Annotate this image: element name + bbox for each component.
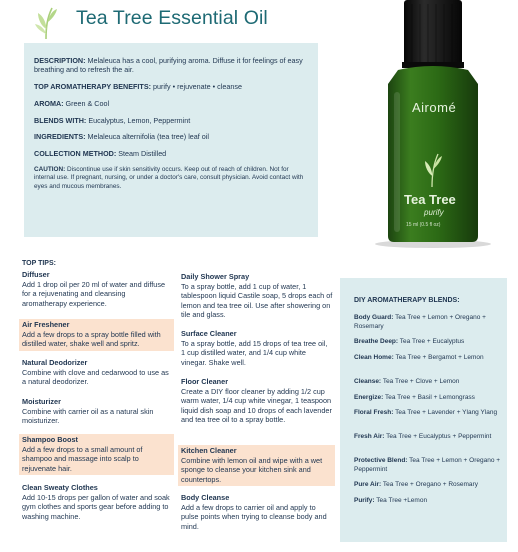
bottle-subtitle: purify: [424, 208, 444, 217]
tip-text: Combine with carrier oil as a natural skin moisturizer.: [22, 406, 154, 426]
blend-item: [354, 457, 502, 474]
benefits-line: [34, 82, 308, 91]
bottle-brand: Airomé: [412, 100, 457, 115]
blend-name: Body Guard:: [354, 314, 394, 321]
tip-text: Combine with lemon oil and wipe with a wet sponge to cleanse your kitchen sink and countertops.: [181, 455, 323, 484]
ingredients-label: INGREDIENTS:: [34, 132, 86, 142]
tip-title: Air Freshener: [22, 320, 70, 329]
tip-text: Add 1 drop oil per 20 ml of water and diffuse for a rejuvenating and cleansing aromatherapy experience.: [22, 279, 166, 308]
blend-item: [354, 481, 502, 490]
tip-text: Create a DIY floor cleaner by adding 1/2 cup warm water, 1/4 cup white vinegar, 1 teaspoon liquid dish soap and 10 drops of each lavender and tea tree oil to a spray bottle.: [181, 386, 332, 425]
blends-with-label: BLENDS WITH:: [34, 115, 87, 125]
caution-label: CAUTION:: [34, 166, 66, 174]
product-info-panel: [24, 43, 318, 237]
description-line: [34, 56, 308, 75]
page-title: Tea Tree Essential Oil: [76, 7, 268, 29]
benefits-label: TOP AROMATHERAPY BENEFITS:: [34, 82, 152, 92]
blend-item: [354, 497, 502, 506]
blend-name: Protective Blend:: [354, 457, 408, 464]
tip-shampoo-boost: [19, 434, 174, 475]
caution-line: [34, 166, 308, 191]
tip-moisturizer: [22, 397, 174, 426]
blend-name: Breathe Deep:: [354, 338, 399, 345]
blend-name: Purify:: [354, 497, 375, 504]
blends-with-text: Eucalyptus, Lemon, Peppermint: [88, 115, 191, 125]
aroma-text: Green & Cool: [65, 98, 110, 108]
tip-title: Daily Shower Spray: [181, 272, 250, 281]
tip-title: Natural Deodorizer: [22, 358, 88, 367]
blend-name: Energize:: [354, 394, 384, 401]
blend-recipe: Tea Tree + Lemon + Oregano + Rosemary: [354, 314, 486, 330]
caution-text: Discontinue use if skin sensitivity occurs. Keep out of reach of children. Not for internal use. If pregnant, nursing, or under a doctor's care, consult physician. Avoid contact with eyes and mucous membranes.: [34, 166, 304, 190]
collection-line: [34, 149, 308, 158]
blend-item: [354, 394, 502, 403]
tip-title: Clean Sweaty Clothes: [22, 483, 98, 492]
tip-title: Kitchen Cleaner: [181, 446, 237, 455]
diy-blends-heading: DIY AROMATHERAPY BLENDS:: [354, 297, 460, 304]
blend-name: Clean Home:: [354, 354, 394, 361]
blend-recipe: Tea Tree + Oregano + Rosemary: [382, 481, 478, 488]
tip-air-freshener: [19, 319, 174, 351]
benefits-text: purify • rejuvenate • cleanse: [153, 82, 242, 92]
blend-recipe: Tea Tree + Eucalyptus + Peppermint: [386, 433, 492, 440]
tip-floor-cleaner: [181, 377, 333, 425]
description-label: DESCRIPTION:: [34, 56, 86, 65]
tip-body-cleanse: [181, 493, 333, 531]
blend-item: [354, 433, 502, 442]
blend-recipe: Tea Tree + Basil + Lemongrass: [384, 394, 475, 401]
collection-label: COLLECTION METHOD:: [34, 149, 117, 159]
tip-text: Add a few drops to carrier oil and apply to pulse points when trying to cleanse body and mind.: [181, 502, 327, 531]
aroma-label: AROMA:: [34, 98, 64, 108]
collection-text: Steam Distilled: [118, 149, 167, 159]
tip-text: Add a few drops to a spray bottle filled with distilled water, shake well and spritz.: [22, 329, 161, 349]
blend-item: [354, 378, 502, 387]
blends-with-line: [34, 116, 308, 125]
blend-recipe: Tea Tree + Bergamot + Lemon: [395, 354, 484, 361]
tip-title: Surface Cleaner: [181, 329, 237, 338]
diy-blends-panel: [340, 278, 507, 542]
tip-daily-shower-spray: [181, 272, 333, 320]
tip-surface-cleaner: [181, 329, 333, 367]
aroma-line: [34, 99, 308, 108]
blend-name: Cleanse:: [354, 378, 382, 385]
tip-text: To a spray bottle, add 1 cup of water, 1 tablespoon liquid Castile soap, 5 drops each of lemon and tea tree oil. Use after showering on tile and glass.: [181, 281, 333, 320]
tip-text: Add a few drops to a small amount of shampoo and massage into scalp to rejuvenate hair.: [22, 444, 143, 473]
bottle-volume: 15 ml (0.5 fl oz): [406, 222, 441, 228]
tip-diffuser: [22, 270, 172, 308]
tip-title: Diffuser: [22, 270, 50, 279]
ingredients-line: [34, 132, 308, 141]
blend-item: [354, 338, 502, 347]
top-tips-heading: TOP TIPS:: [22, 260, 56, 267]
blend-item: [354, 314, 502, 331]
tip-title: Moisturizer: [22, 397, 61, 406]
blend-name: Fresh Air:: [354, 433, 385, 440]
blend-recipe: Tea Tree +Lemon: [376, 497, 428, 504]
tip-kitchen-cleaner: [178, 445, 335, 486]
tip-text: Combine with clove and cedarwood to use as a natural deodorizer.: [22, 367, 169, 387]
blend-recipe: Tea Tree + Eucalyptus: [399, 338, 465, 345]
tip-title: Body Cleanse: [181, 493, 230, 502]
tip-natural-deodorizer: [22, 358, 174, 387]
blend-item: [354, 409, 502, 418]
ingredients-text: Melaleuca alternifolia (tea tree) leaf oil: [87, 132, 209, 142]
tip-title: Floor Cleaner: [181, 377, 229, 386]
bottle-leaf-icon: [422, 150, 444, 188]
blend-name: Floral Fresh:: [354, 409, 394, 416]
tip-title: Shampoo Boost: [22, 435, 78, 444]
bottle-product-name: Tea Tree: [404, 192, 456, 207]
blend-name: Pure Air:: [354, 481, 382, 488]
blend-item: [354, 354, 502, 363]
blend-recipe: Tea Tree + Lavender + Ylang Ylang: [395, 409, 498, 416]
description-text: Melaleuca has a cool, purifying aroma. Diffuse it for feelings of easy breathing and to refresh the air.: [34, 56, 303, 75]
tip-text: Add 10-15 drops per gallon of water and soak gym clothes and sports gear before adding to washing machine.: [22, 492, 170, 521]
blend-recipe: Tea Tree + Clove + Lemon: [382, 378, 460, 385]
blend-recipe: Tea Tree + Lemon + Oregano + Peppermint: [354, 457, 501, 473]
leaf-icon: [34, 4, 60, 40]
tip-clean-sweaty-clothes: [22, 483, 174, 521]
tip-text: To a spray bottle, add 15 drops of tea tree oil, 1 cup distilled water, and 1/4 cup white vinegar. Shake well.: [181, 338, 328, 367]
